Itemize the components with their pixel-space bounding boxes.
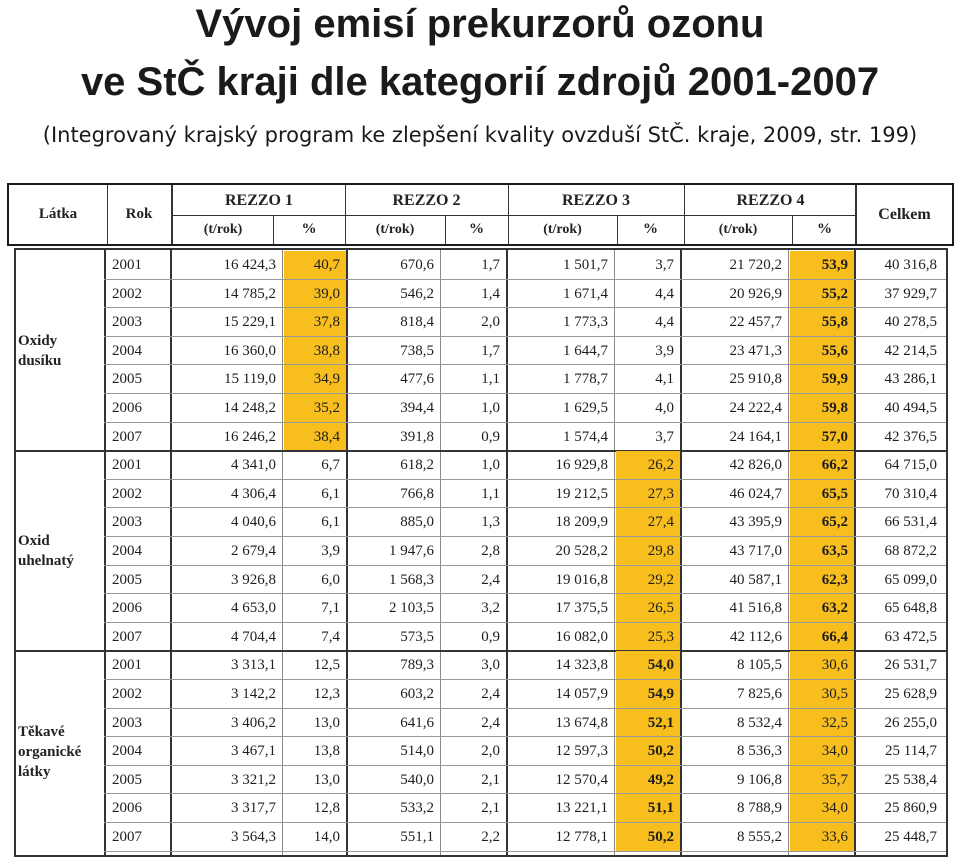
value-cell: 49,2 (616, 766, 680, 795)
value-cell: 50,2 (616, 823, 680, 852)
value-cell: 12,5 (313, 657, 340, 674)
header-unit-1: (t/rok) (203, 221, 243, 237)
value-cell: 17 375,5 (555, 600, 608, 617)
value-cell: 3 313,1 (231, 657, 276, 674)
value-cell: 57,0 (790, 423, 854, 452)
value-cell: 1 629,5 (563, 400, 608, 416)
value-cell: 2 103,5 (389, 600, 434, 617)
value-cell: 3 406,2 (231, 714, 276, 731)
value-cell: 2,0 (481, 314, 500, 331)
subtitle: (Integrovaný krajský program ke zlepšení kvality ovzduší StČ. kraje, 2009, str. 199) (42, 123, 918, 147)
value-cell: 12 778,1 (555, 829, 608, 845)
header-rezzo1: REZZO 1 (224, 192, 293, 209)
header-pct-1: % (301, 221, 317, 237)
value-cell: 3,7 (655, 257, 674, 273)
value-cell: 40 278,5 (884, 314, 937, 331)
value-cell: 21 720,2 (729, 257, 782, 273)
value-cell: 6,1 (321, 485, 340, 502)
value-cell: 63,2 (790, 594, 854, 623)
value-cell: 4,4 (655, 314, 674, 331)
value-cell: 3,2 (481, 600, 500, 617)
header-celkem: Celkem (878, 205, 931, 223)
value-cell: 8 536,3 (737, 743, 782, 760)
value-cell: 0,9 (481, 628, 500, 645)
value-cell: 4 704,4 (231, 628, 276, 645)
value-cell: 41 516,8 (729, 600, 782, 617)
row-divider (104, 851, 946, 852)
year-cell: 2003 (112, 314, 142, 331)
substance-label: Oxidy (18, 333, 58, 350)
value-cell: 51,1 (616, 794, 680, 823)
value-cell: 4,4 (655, 285, 674, 302)
value-cell: 1 568,3 (389, 571, 434, 588)
value-cell: 15 119,0 (224, 371, 276, 388)
year-cell: 2003 (112, 714, 142, 731)
header-divider (173, 215, 855, 216)
table-divider (14, 248, 16, 856)
value-cell: 23 471,3 (729, 342, 782, 359)
value-cell: 42 826,0 (729, 457, 782, 474)
header-divider (273, 215, 274, 244)
value-cell: 2,0 (481, 743, 500, 760)
value-cell: 14 323,8 (555, 657, 608, 674)
value-cell: 26,2 (616, 451, 680, 480)
value-cell: 2,1 (481, 771, 500, 788)
value-cell: 25 628,9 (884, 686, 937, 702)
header-divider (445, 215, 446, 244)
value-cell: 25 114,7 (885, 743, 937, 760)
value-cell: 12,3 (313, 686, 340, 702)
header-rezzo3: REZZO 3 (561, 192, 630, 209)
value-cell: 40 316,8 (884, 257, 937, 273)
value-cell: 766,8 (400, 485, 434, 502)
value-cell: 4 040,6 (231, 514, 276, 531)
value-cell: 55,8 (790, 308, 854, 337)
value-cell: 43 717,0 (729, 543, 782, 559)
value-cell: 477,6 (400, 371, 434, 388)
value-cell: 3 321,2 (231, 771, 276, 788)
value-cell: 55,6 (790, 337, 854, 366)
year-cell: 2001 (112, 257, 142, 273)
header-divider (107, 185, 108, 244)
header-unit-4: (t/rok) (718, 221, 758, 237)
year-cell: 2002 (112, 485, 142, 502)
value-cell: 66 531,4 (884, 514, 937, 531)
value-cell: 40 587,1 (729, 571, 782, 588)
value-cell: 4 341,0 (231, 457, 276, 474)
value-cell: 3,7 (655, 428, 674, 445)
year-cell: 2001 (112, 657, 142, 674)
value-cell: 1 947,6 (389, 543, 434, 559)
value-cell: 8 555,2 (737, 829, 782, 845)
title-line-2: ve StČ kraji dle kategorií zdrojů 2001-2007 (80, 60, 880, 104)
value-cell: 2,8 (481, 543, 500, 559)
value-cell: 65,5 (790, 480, 854, 509)
value-cell: 618,2 (400, 457, 434, 474)
value-cell: 70 310,4 (884, 485, 937, 502)
value-cell: 13,0 (313, 714, 340, 731)
value-cell: 26 531,7 (884, 657, 937, 674)
year-cell: 2006 (112, 400, 142, 416)
value-cell: 7,4 (321, 628, 340, 645)
title-line-1: Vývoj emisí prekurzorů ozonu (195, 2, 765, 46)
value-cell: 15 229,1 (223, 314, 276, 331)
value-cell: 30,6 (790, 651, 854, 680)
value-cell: 26 255,0 (884, 714, 937, 731)
value-cell: 9 106,8 (737, 771, 782, 788)
value-cell: 66,2 (790, 451, 854, 480)
value-cell: 7 825,6 (737, 686, 782, 702)
value-cell: 16 929,8 (555, 457, 608, 474)
value-cell: 29,8 (616, 537, 680, 566)
value-cell: 33,6 (790, 823, 854, 852)
substance-label: uhelnatý (18, 553, 74, 570)
value-cell: 25,3 (616, 623, 680, 652)
value-cell: 19 016,8 (555, 571, 608, 588)
value-cell: 789,3 (400, 657, 434, 674)
year-cell: 2005 (112, 371, 142, 388)
value-cell: 3 926,8 (231, 571, 276, 588)
value-cell: 13,0 (313, 771, 340, 788)
value-cell: 6,0 (321, 571, 340, 588)
header-rezzo4: REZZO 4 (736, 192, 805, 209)
value-cell: 35,7 (790, 766, 854, 795)
value-cell: 65 099,0 (884, 571, 937, 588)
value-cell: 1 773,3 (563, 314, 608, 331)
header-rezzo2: REZZO 2 (392, 192, 461, 209)
value-cell: 8 532,4 (737, 714, 782, 731)
value-cell: 55,2 (790, 280, 854, 309)
value-cell: 20 926,9 (729, 285, 782, 302)
value-cell: 3 564,3 (231, 829, 276, 845)
value-cell: 46 024,7 (729, 485, 782, 502)
header-pct-3: % (643, 221, 658, 237)
header-pct-4: % (817, 221, 832, 237)
value-cell: 40 494,5 (884, 400, 937, 416)
value-cell: 1 778,7 (563, 371, 608, 388)
header-divider (855, 185, 857, 244)
value-cell: 37,8 (284, 308, 346, 337)
value-cell: 42 214,5 (884, 342, 937, 359)
value-cell: 3 467,1 (231, 743, 276, 760)
value-cell: 37 929,7 (884, 285, 937, 302)
year-cell: 2007 (112, 628, 142, 645)
value-cell: 18 209,9 (555, 514, 608, 531)
value-cell: 40,7 (284, 251, 346, 280)
value-cell: 35,2 (284, 394, 346, 423)
value-cell: 391,8 (400, 428, 434, 445)
value-cell: 29,2 (616, 566, 680, 595)
value-cell: 63,5 (790, 537, 854, 566)
value-cell: 14 057,9 (555, 686, 608, 702)
value-cell: 2,4 (481, 571, 500, 588)
year-cell: 2004 (112, 342, 142, 359)
year-cell: 2004 (112, 743, 142, 760)
value-cell: 670,6 (400, 257, 434, 273)
value-cell: 30,5 (790, 680, 854, 709)
value-cell: 27,4 (616, 508, 680, 537)
value-cell: 42 112,6 (730, 628, 782, 645)
year-cell: 2005 (112, 571, 142, 588)
table-header (7, 183, 954, 246)
year-cell: 2007 (112, 829, 142, 845)
value-cell: 24 164,1 (729, 428, 782, 445)
value-cell: 65,2 (790, 508, 854, 537)
header-unit-2: (t/rok) (375, 221, 415, 237)
value-cell: 8 105,5 (737, 657, 782, 674)
value-cell: 54,0 (616, 651, 680, 680)
header-divider (792, 215, 793, 244)
value-cell: 27,3 (616, 480, 680, 509)
header-divider (617, 215, 618, 244)
value-cell: 514,0 (400, 743, 434, 760)
table-bottom-border (14, 855, 948, 857)
value-cell: 1,0 (481, 457, 500, 474)
value-cell: 39,0 (284, 280, 346, 309)
value-cell: 551,1 (400, 829, 434, 845)
value-cell: 16 246,2 (223, 428, 276, 445)
value-cell: 1,7 (481, 342, 500, 359)
value-cell: 25 538,4 (884, 771, 937, 788)
substance-label: Oxid (18, 533, 50, 550)
header-latka: Látka (38, 206, 78, 222)
value-cell: 1 644,7 (563, 342, 608, 359)
value-cell: 6,7 (321, 457, 340, 474)
value-cell: 62,3 (790, 566, 854, 595)
value-cell: 38,4 (284, 423, 346, 452)
value-cell: 533,2 (400, 800, 434, 817)
value-cell: 3 317,7 (231, 800, 276, 817)
header-unit-3: (t/rok) (543, 221, 582, 237)
value-cell: 13,8 (313, 743, 340, 760)
value-cell: 64 715,0 (884, 457, 937, 474)
year-cell: 2006 (112, 600, 142, 617)
value-cell: 14 785,2 (223, 285, 276, 302)
value-cell: 1,4 (481, 285, 500, 302)
value-cell: 68 872,2 (884, 543, 937, 559)
year-cell: 2007 (112, 428, 142, 445)
value-cell: 2,1 (481, 800, 500, 817)
value-cell: 12 597,3 (555, 743, 608, 760)
value-cell: 25 910,8 (729, 371, 782, 388)
value-cell: 546,2 (400, 285, 434, 302)
value-cell: 25 860,9 (884, 800, 937, 817)
substance-label: látky (18, 763, 51, 780)
value-cell: 19 212,5 (555, 485, 608, 502)
value-cell: 34,0 (790, 794, 854, 823)
value-cell: 24 222,4 (729, 400, 782, 416)
year-cell: 2002 (112, 686, 142, 702)
value-cell: 54,9 (616, 680, 680, 709)
value-cell: 1,1 (481, 485, 500, 502)
value-cell: 12 570,4 (555, 771, 608, 788)
value-cell: 4,0 (655, 400, 674, 416)
year-cell: 2003 (112, 514, 142, 531)
value-cell: 14 248,2 (223, 400, 276, 416)
substance-label: dusíku (18, 353, 62, 370)
value-cell: 394,4 (400, 400, 434, 416)
value-cell: 1,3 (481, 514, 500, 531)
header-pct-2: % (469, 221, 484, 237)
value-cell: 13 674,8 (555, 714, 608, 731)
value-cell: 63 472,5 (884, 628, 937, 645)
value-cell: 59,8 (790, 394, 854, 423)
value-cell: 25 448,7 (884, 829, 937, 845)
value-cell: 1 671,4 (563, 285, 608, 302)
year-cell: 2005 (112, 771, 142, 788)
value-cell: 16 360,0 (223, 342, 276, 359)
value-cell: 22 457,7 (729, 314, 782, 331)
value-cell: 42 376,5 (884, 428, 937, 445)
value-cell: 66,4 (790, 623, 854, 652)
value-cell: 65 648,8 (884, 600, 937, 617)
value-cell: 12,8 (313, 800, 340, 817)
value-cell: 59,9 (790, 365, 854, 394)
value-cell: 8 788,9 (737, 800, 782, 817)
year-cell: 2004 (112, 543, 142, 559)
header-rok: Rok (125, 206, 153, 222)
substance-label: Těkavé (18, 723, 65, 740)
value-cell: 1,0 (481, 400, 500, 416)
value-cell: 2,4 (481, 714, 500, 731)
value-cell: 3 142,2 (231, 686, 276, 702)
value-cell: 818,4 (400, 314, 434, 331)
value-cell: 1 574,4 (563, 428, 608, 445)
value-cell: 52,1 (616, 709, 680, 738)
value-cell: 603,2 (400, 686, 434, 702)
value-cell: 50,2 (616, 737, 680, 766)
value-cell: 38,8 (284, 337, 346, 366)
table-divider (946, 248, 948, 856)
substance-label: organické (18, 743, 82, 760)
year-cell: 2001 (112, 457, 142, 474)
value-cell: 2,2 (481, 829, 500, 845)
year-cell: 2002 (112, 285, 142, 302)
value-cell: 1,1 (481, 371, 500, 388)
value-cell: 885,0 (400, 514, 434, 531)
value-cell: 3,9 (655, 342, 674, 359)
value-cell: 2,4 (481, 686, 500, 702)
value-cell: 13 221,1 (555, 800, 608, 817)
value-cell: 1 501,7 (563, 257, 608, 273)
value-cell: 20 528,2 (555, 543, 608, 559)
value-cell: 43 395,9 (729, 514, 782, 531)
table-top-border (14, 248, 948, 250)
value-cell: 7,1 (321, 600, 340, 617)
value-cell: 16 424,3 (223, 257, 276, 273)
year-cell: 2006 (112, 800, 142, 817)
value-cell: 32,5 (790, 709, 854, 738)
value-cell: 0,9 (481, 428, 500, 445)
value-cell: 34,9 (284, 365, 346, 394)
value-cell: 573,5 (400, 628, 434, 645)
value-cell: 43 286,1 (884, 371, 937, 388)
value-cell: 2 679,4 (231, 543, 276, 559)
value-cell: 6,1 (321, 514, 340, 531)
value-cell: 3,9 (321, 543, 340, 559)
value-cell: 26,5 (616, 594, 680, 623)
value-cell: 4 306,4 (231, 485, 276, 502)
value-cell: 3,0 (481, 657, 500, 674)
value-cell: 641,6 (400, 714, 434, 731)
value-cell: 16 082,0 (555, 628, 608, 645)
value-cell: 53,9 (790, 251, 854, 280)
value-cell: 738,5 (400, 342, 434, 359)
value-cell: 4 653,0 (231, 600, 276, 617)
value-cell: 14,0 (313, 829, 340, 845)
value-cell: 34,0 (790, 737, 854, 766)
value-cell: 4,1 (655, 371, 674, 388)
value-cell: 540,0 (400, 771, 434, 788)
value-cell: 1,7 (481, 257, 500, 273)
